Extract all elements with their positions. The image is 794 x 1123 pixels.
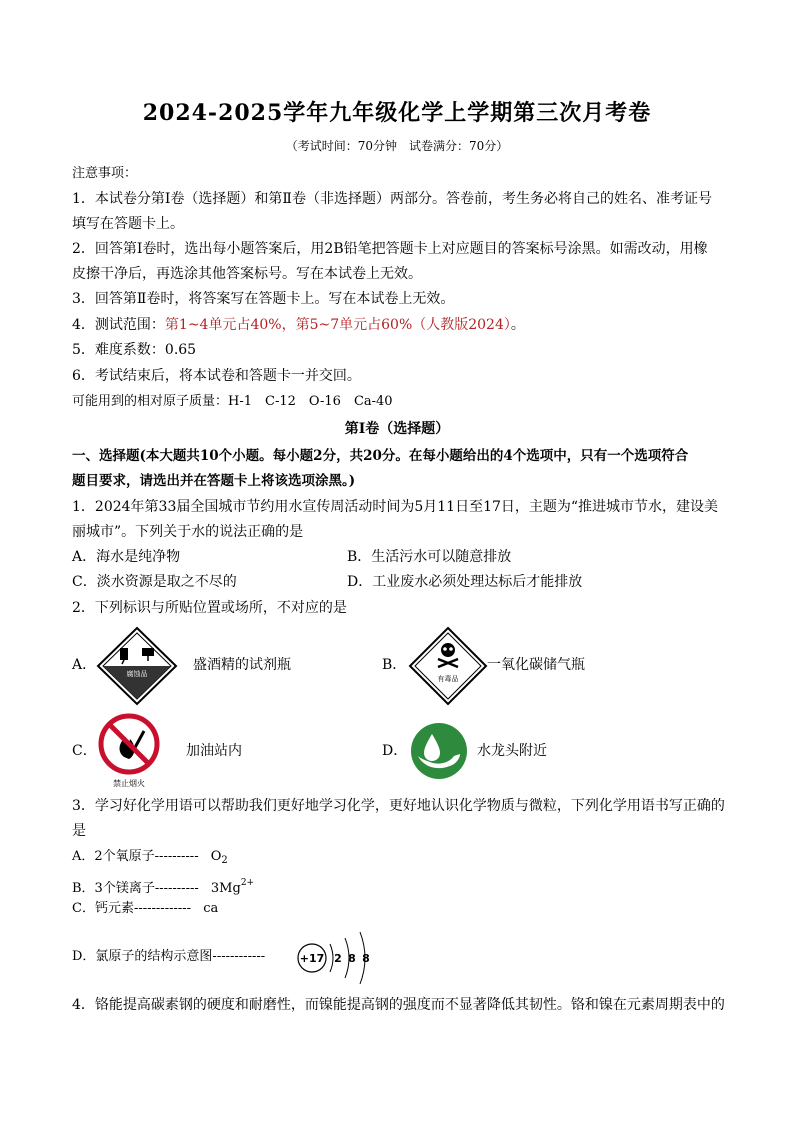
q1-stem-2: 丽城市”。下列关于水的说法正确的是 [72,524,304,540]
corrosive-sign-icon [96,626,178,706]
exam-subtitle: （考试时间：70分钟 试卷满分：70分） [285,139,509,153]
section-heading: 第Ⅰ卷（选择题） [344,421,450,437]
electron-shell-3: 8 [362,952,370,965]
water-saving-sign-icon [410,722,468,780]
q3-option-a [72,847,228,871]
q2-option-a-text: 盛酒精的试剂瓶 [193,657,291,673]
q3-option-b [72,873,254,899]
q2-stem: 2．下列标识与所贴位置或场所，不对应的是 [72,600,347,616]
notice-item-4 [72,315,525,335]
q3-option-c [72,899,218,919]
q3-stem-2: 是 [72,823,86,839]
q2-option-a-label: A． [72,657,97,673]
corrosive-sign-label: 腐蚀品 [126,670,148,678]
test-range: 第1~4单元占40%，第5~7单元占60%（人教版2024） [164,317,511,333]
q3-option-d-text: D．氯原子的结构示意图------------ [72,949,266,964]
q2-option-d-label: D． [382,743,408,759]
chlorine-atom-diagram [296,930,378,986]
q3-stem-1: 3．学习好化学用语可以帮助我们更好地学习化学，更好地认识化学物质与微粒，下列化学用语书写正确的 [72,798,725,814]
part1-instructions-1: 一、选择题(本大题共10个小题。每小题2分，共20分。在每小题给出的4个选项中，只有一个选项符合 [72,448,689,464]
q2-option-c-label: C． [72,743,97,759]
q1-option-c: C．淡水资源是取之不尽的 [72,574,237,590]
q1-option-b: B．生活污水可以随意排放 [347,549,512,565]
notice-item-2a: 2．回答第Ⅰ卷时，选出每小题答案后，用2B铅笔把答题卡上对应题目的答案标号涂黑。如需改动，用橡 [72,241,708,257]
notice-item-4-suffix: 。 [510,317,525,333]
q3-option-b-superscript: 2+ [240,878,255,888]
q4-stem-1: 4．铬能提高碳素钢的硬度和耐磨性，而镍能提高钢的强度而不显著降低其韧性。铬和镍在元素周期表中的 [72,997,725,1013]
atomic-mass: 可能用到的相对原子质量：H-1 C-12 O-16 Ca-40 [72,394,393,409]
no-fire-sign-label: 禁止烟火 [113,779,145,788]
toxic-sign-icon [408,626,488,706]
notice-item-1b: 填写在答题卡上。 [72,216,184,232]
notice-item-6: 6．考试结束后，将本试卷和答题卡一并交回。 [72,368,361,384]
q3-option-c-formula: ca [203,901,219,916]
page-title: 2024-2025学年九年级化学上学期第三次月考卷 [142,100,652,126]
q2-option-d-text: 水龙头附近 [477,743,547,759]
notice-item-4-prefix: 4．测试范围： [72,317,165,333]
q3-option-c-text: C．钙元素------------- [72,901,192,916]
notice-item-1a: 1．本试卷分第Ⅰ卷（选择题）和第Ⅱ卷（非选择题）两部分。答卷前，考生务必将自己的姓名、准考证号 [72,191,712,207]
q2-option-c-text: 加油站内 [186,743,242,759]
electron-shell-2: 8 [348,952,356,965]
q1-option-a: A．海水是纯净物 [72,549,181,565]
q3-option-a-subscript: 2 [221,855,228,866]
electron-shell-1: 2 [334,952,342,965]
atom-nucleus-label: +17 [299,952,325,965]
notice-item-3: 3．回答第Ⅱ卷时，将答案写在答题卡上。写在本试卷上无效。 [72,291,455,307]
notice-item-5: 5．难度系数：0.65 [72,342,197,358]
q3-option-b-text: B．3个镁离子---------- [72,881,199,896]
q3-option-b-formula: 3Mg [210,881,241,896]
q3-option-a-formula: O [210,849,222,864]
q1-option-d: D．工业废水必须处理达标后才能排放 [347,574,583,590]
q1-stem-1: 1．2024年第33届全国城市节约用水宣传周活动时间为5月11日至17日，主题为“推进城市节水，建设美 [72,499,719,515]
q2-option-b-label: B． [382,657,407,673]
notice-heading: 注意事项： [72,166,138,181]
q2-option-b-text: 一氧化碳储气瓶 [487,657,585,673]
q3-option-a-text: A．2个氧原子---------- [72,849,199,864]
notice-item-2b: 皮擦干净后，再选涂其他答案标号。写在本试卷上无效。 [72,266,422,282]
toxic-sign-label: 有毒品 [437,675,459,683]
part1-instructions-2: 题目要求，请选出并在答题卡上将该选项涂黑。) [72,473,356,489]
no-fire-sign-icon [96,713,162,789]
